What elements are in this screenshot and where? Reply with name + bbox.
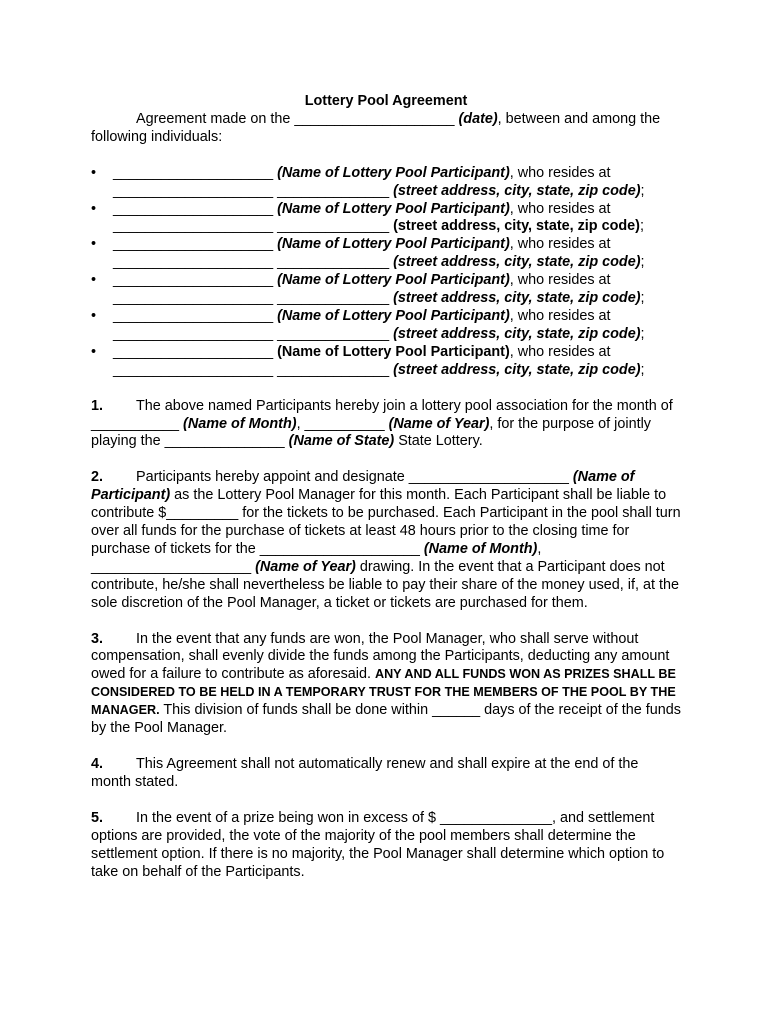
resides-text: , who resides at xyxy=(509,272,611,289)
section-3 xyxy=(91,631,681,738)
name-blank: ____________________ xyxy=(113,307,274,324)
name-label: (Name of Lottery Pool Participant) xyxy=(273,200,510,217)
participant-label: (Name of Participant) xyxy=(91,469,635,504)
bullet: • xyxy=(91,272,97,289)
bullet: • xyxy=(91,307,97,324)
participant-item xyxy=(91,344,681,380)
section-text: Participants hereby appoint and designate ____________________ xyxy=(136,469,569,486)
participant-item xyxy=(91,236,681,272)
intro-paragraph xyxy=(91,111,681,147)
resides-text: , who resides at xyxy=(509,307,611,324)
document-title: Lottery Pool Agreement xyxy=(304,93,468,109)
resides-text: , who resides at xyxy=(509,343,611,360)
intro-text: Agreement made on the xyxy=(136,110,295,127)
document-body xyxy=(91,93,681,881)
resides-text: , who resides at xyxy=(509,164,611,181)
trust-clause: ANY AND ALL FUNDS WON AS PRIZES SHALL BE CONSIDERED TO BE HELD IN A TEMPORARY TRUST FOR THE MEMBERS OF THE POOL BY THE MANAGER. xyxy=(91,667,676,718)
name-label: (Name of Lottery Pool Participant) xyxy=(273,307,510,324)
name-label: (Name of Lottery Pool Participant) xyxy=(273,164,510,181)
address-end: ; xyxy=(640,361,645,378)
address-blank: ____________________ ______________ xyxy=(113,361,390,378)
bullet: • xyxy=(91,164,97,181)
month-label: (Name of Month) xyxy=(179,415,297,432)
section-number: 3. xyxy=(91,630,104,647)
section-text: This Agreement shall not automatically renew and shall expire at the end of the month stated. xyxy=(91,756,639,790)
section-number: 5. xyxy=(91,809,104,826)
address-blank: ____________________ ______________ xyxy=(113,290,390,307)
section-4 xyxy=(91,756,681,792)
address-label: (street address, city, state, zip code) xyxy=(389,325,641,342)
name-blank: ____________________ xyxy=(113,236,274,253)
date-blank: ____________________ xyxy=(294,110,455,127)
participant-item xyxy=(91,272,681,308)
bullet: • xyxy=(91,200,97,217)
section-5 xyxy=(91,810,681,882)
name-label: (Name of Lottery Pool Participant) xyxy=(273,272,510,289)
resides-text: , who resides at xyxy=(509,200,611,217)
section-text: State Lottery. xyxy=(394,433,483,450)
name-label: (Name of Lottery Pool Participant) xyxy=(273,236,510,253)
section-text: as the Lottery Pool Manager for this month. Each Participant shall be liable to contribute $_________ for the tickets to be purchased. Each Participant in the pool shall turn over all funds for the purchase of tickets at least 48 hours prior to the closing time for purchase of tickets for the ____________________ xyxy=(91,487,681,557)
section-text: This division of funds shall be done within ______ days of the receipt of the funds by the Pool Manager. xyxy=(91,702,681,737)
name-blank: ____________________ xyxy=(113,343,274,360)
state-label: (Name of State) xyxy=(284,433,395,450)
participant-list xyxy=(91,165,681,380)
participant-item xyxy=(91,201,681,237)
bullet: • xyxy=(91,343,97,360)
address-blank: ____________________ ______________ xyxy=(113,254,390,271)
date-label: (date) xyxy=(454,110,498,127)
address-label: (street address, city, state, zip code) xyxy=(389,254,641,271)
address-label: (street address, city, state, zip code) xyxy=(389,218,640,235)
section-text: In the event that any funds are won, the Pool Manager, who shall serve without compensation, shall evenly divide the funds among the Participants, deducting any amount owed for a failure to contribute as aforesaid. xyxy=(91,630,670,683)
address-label: (street address, city, state, zip code) xyxy=(389,290,641,307)
resides-text: , who resides at xyxy=(509,236,611,253)
section-text: , ____________________ xyxy=(91,540,542,575)
section-2 xyxy=(91,469,681,612)
section-1 xyxy=(91,398,681,452)
participant-item xyxy=(91,308,681,344)
address-end: ; xyxy=(640,182,645,199)
bullet: • xyxy=(91,236,97,253)
month-label: (Name of Month) xyxy=(419,540,538,557)
name-blank: ____________________ xyxy=(113,200,274,217)
address-end: ; xyxy=(640,325,645,342)
year-label: (Name of Year) xyxy=(384,415,490,432)
address-label: (street address, city, state, zip code) xyxy=(389,182,641,199)
address-blank: ____________________ ______________ xyxy=(113,218,390,235)
name-blank: ____________________ xyxy=(113,164,274,181)
intro-text-end: , between and among the following individuals: xyxy=(91,110,661,145)
name-blank: ____________________ xyxy=(113,272,274,289)
address-blank: ____________________ ______________ xyxy=(113,325,390,342)
participant-item xyxy=(91,165,681,201)
section-text: , for the purpose of jointly playing the _______________ xyxy=(91,415,651,450)
section-text: , __________ xyxy=(296,415,385,432)
section-number: 2. xyxy=(91,469,104,486)
section-number: 4. xyxy=(91,756,104,772)
section-text: In the event of a prize being won in excess of $ ______________, and settlement options are provided, the vote of the majority of the pool members shall determine the settlement option. If there is no majority, the Pool Manager shall determine which option to take on behalf of the Participants. xyxy=(91,809,665,880)
section-text: drawing. In the event that a Participant does not contribute, he/she shall nevertheless be liable to pay their share of the money used, if, at the sole discretion of the Pool Manager, a ticket or tickets are purchased for them. xyxy=(91,558,679,611)
address-end: ; xyxy=(640,254,645,271)
address-blank: ____________________ ______________ xyxy=(113,182,390,199)
address-label: (street address, city, state, zip code) xyxy=(389,361,641,378)
name-label: (Name of Lottery Pool Participant) xyxy=(273,343,510,360)
address-end: ; xyxy=(640,290,645,307)
section-number: 1. xyxy=(91,397,104,414)
section-text: The above named Participants hereby join a lottery pool association for the month of ___________ xyxy=(91,397,673,432)
address-end: ; xyxy=(639,218,644,235)
year-label: (Name of Year) xyxy=(251,558,356,575)
